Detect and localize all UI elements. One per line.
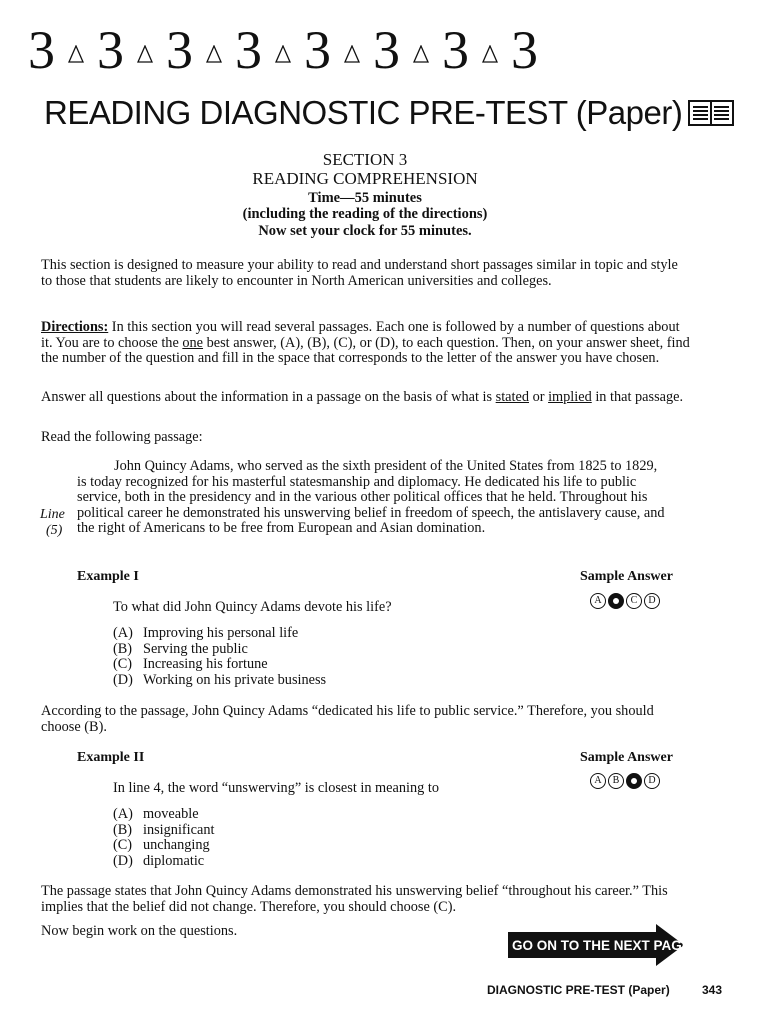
example-1-bubble-b xyxy=(608,593,624,609)
example-2-bubble-a: A xyxy=(590,773,606,789)
banner-digit: 3 xyxy=(304,20,331,80)
option-text: unchanging xyxy=(143,837,210,854)
banner-digit: 3 xyxy=(28,20,55,80)
example-2-explanation: The passage states that John Quincy Adams demonstrated his unswerving belief “throughout his career.” This implies that the belief did not change. Therefore, you should choose (C). xyxy=(41,883,668,915)
option-letter: (A) xyxy=(113,625,133,641)
answer-all-paragraph: Answer all questions about the information in a passage on the basis of what is stated or implied in that passage. xyxy=(41,389,684,405)
emphasis-stated: stated xyxy=(495,389,529,405)
example-2-option xyxy=(113,823,214,839)
example-2-label: Example II xyxy=(77,750,145,765)
example-2-options xyxy=(113,807,214,869)
go-on-arrow xyxy=(506,920,686,970)
example-2-bubble-c xyxy=(626,773,642,789)
example-1-bubble-a: A xyxy=(590,593,606,609)
emphasis-implied: implied xyxy=(548,389,592,405)
example-1-option xyxy=(113,626,326,642)
go-on-text: GO ON TO THE NEXT PAGE xyxy=(512,938,686,953)
emphasis-one: one xyxy=(182,334,204,351)
triangle-icon xyxy=(344,45,360,63)
option-letter: (D) xyxy=(113,852,133,869)
passage-text: John Quincy Adams, who served as the sixth president of the United States from 1825 to 1829, is today recognized for his masterful statesmanship and diplomacy. He dedicated his life to public service, both in the presidency and in the various other political offices that he held. Throughout his political career he demonstrated his unswerving belief in freedom of speech, the antislavery cause, and the right of Americans to be free from European and Asian domination. xyxy=(77,458,665,537)
clock-instruction: Now set your clock for 55 minutes. xyxy=(258,223,472,239)
option-text: Improving his personal life xyxy=(143,625,299,641)
directions-paragraph: Directions: In this section you will read several passages. Each one is followed by a number of questions about it. You are to choose the one best answer, (A), (B), (C), or (D), to each question. Then, on your answer sheet, find the number of the question and fill in the space that corresponds to the letter of the answer you have chosen. xyxy=(41,319,690,367)
option-text: moveable xyxy=(143,806,199,822)
triangle-icon xyxy=(206,45,222,63)
section-number: SECTION 3 xyxy=(322,150,408,169)
example-2-option xyxy=(113,807,214,823)
example-2-question: In line 4, the word “unswerving” is closest in meaning to xyxy=(113,780,439,796)
option-text: Working on his private business xyxy=(143,671,327,688)
banner-digit: 3 xyxy=(373,20,400,80)
line-label: Line xyxy=(40,507,65,522)
directions-heading: Directions: xyxy=(41,319,109,335)
section-subject: READING COMPREHENSION xyxy=(252,169,478,188)
example-2-answer-bubbles xyxy=(590,773,660,789)
banner-digit: 3 xyxy=(511,20,538,80)
time-note: (including the reading of the directions) xyxy=(242,206,488,222)
example-1-bubble-d: D xyxy=(644,593,660,609)
option-text: insignificant xyxy=(143,821,215,838)
read-following: Read the following passage: xyxy=(41,429,203,445)
example-1-explanation: According to the passage, John Quincy Adams “dedicated his life to public service.” Therefore, you should choose (B). xyxy=(41,703,654,735)
option-letter: (D) xyxy=(113,671,133,688)
footer-title: DIAGNOSTIC PRE-TEST (Paper) xyxy=(487,983,670,997)
option-letter: (C) xyxy=(113,656,133,673)
example-2-sample-label: Sample Answer xyxy=(580,750,673,765)
page-number: 343 xyxy=(702,983,723,997)
triangle-icon xyxy=(482,45,498,63)
book-icon xyxy=(688,97,734,135)
line-number: (5) xyxy=(46,523,63,538)
time-limit: Time—55 minutes xyxy=(308,190,422,206)
option-text: Serving the public xyxy=(143,640,248,657)
triangle-icon xyxy=(68,45,84,63)
example-1-option xyxy=(113,642,326,658)
section-banner xyxy=(28,22,748,78)
example-1-option xyxy=(113,657,326,673)
option-letter: (C) xyxy=(113,837,133,854)
example-1-label: Example I xyxy=(77,569,139,584)
triangle-icon xyxy=(413,45,429,63)
example-2-option xyxy=(113,854,214,870)
option-text: diplomatic xyxy=(143,852,205,869)
example-1-sample-label: Sample Answer xyxy=(580,569,673,584)
example-1-answer-bubbles xyxy=(590,593,660,609)
example-2-bubble-b: B xyxy=(608,773,624,789)
banner-digit: 3 xyxy=(97,20,124,80)
example-2-bubble-d: D xyxy=(644,773,660,789)
option-text: Increasing his fortune xyxy=(143,656,268,673)
banner-digit: 3 xyxy=(235,20,262,80)
banner-digit: 3 xyxy=(166,20,193,80)
example-2-option xyxy=(113,838,214,854)
triangle-icon xyxy=(137,45,153,63)
intro-paragraph: This section is designed to measure your ability to read and understand short passages similar in topic and style to those that students are likely to encounter in North American universities and colleges. xyxy=(41,257,678,289)
banner-digit: 3 xyxy=(442,20,469,80)
triangle-icon xyxy=(275,45,291,63)
example-1-options xyxy=(113,626,326,688)
example-1-option xyxy=(113,673,326,689)
page-title-text: READING DIAGNOSTIC PRE-TEST (Paper) xyxy=(44,94,683,131)
option-letter: (A) xyxy=(113,806,133,822)
example-1-question: To what did John Quincy Adams devote his life? xyxy=(113,599,392,615)
example-1-bubble-c: C xyxy=(626,593,642,609)
option-letter: (B) xyxy=(113,640,133,657)
page-title xyxy=(44,94,734,135)
option-letter: (B) xyxy=(113,821,133,838)
begin-instruction: Now begin work on the questions. xyxy=(41,923,238,939)
